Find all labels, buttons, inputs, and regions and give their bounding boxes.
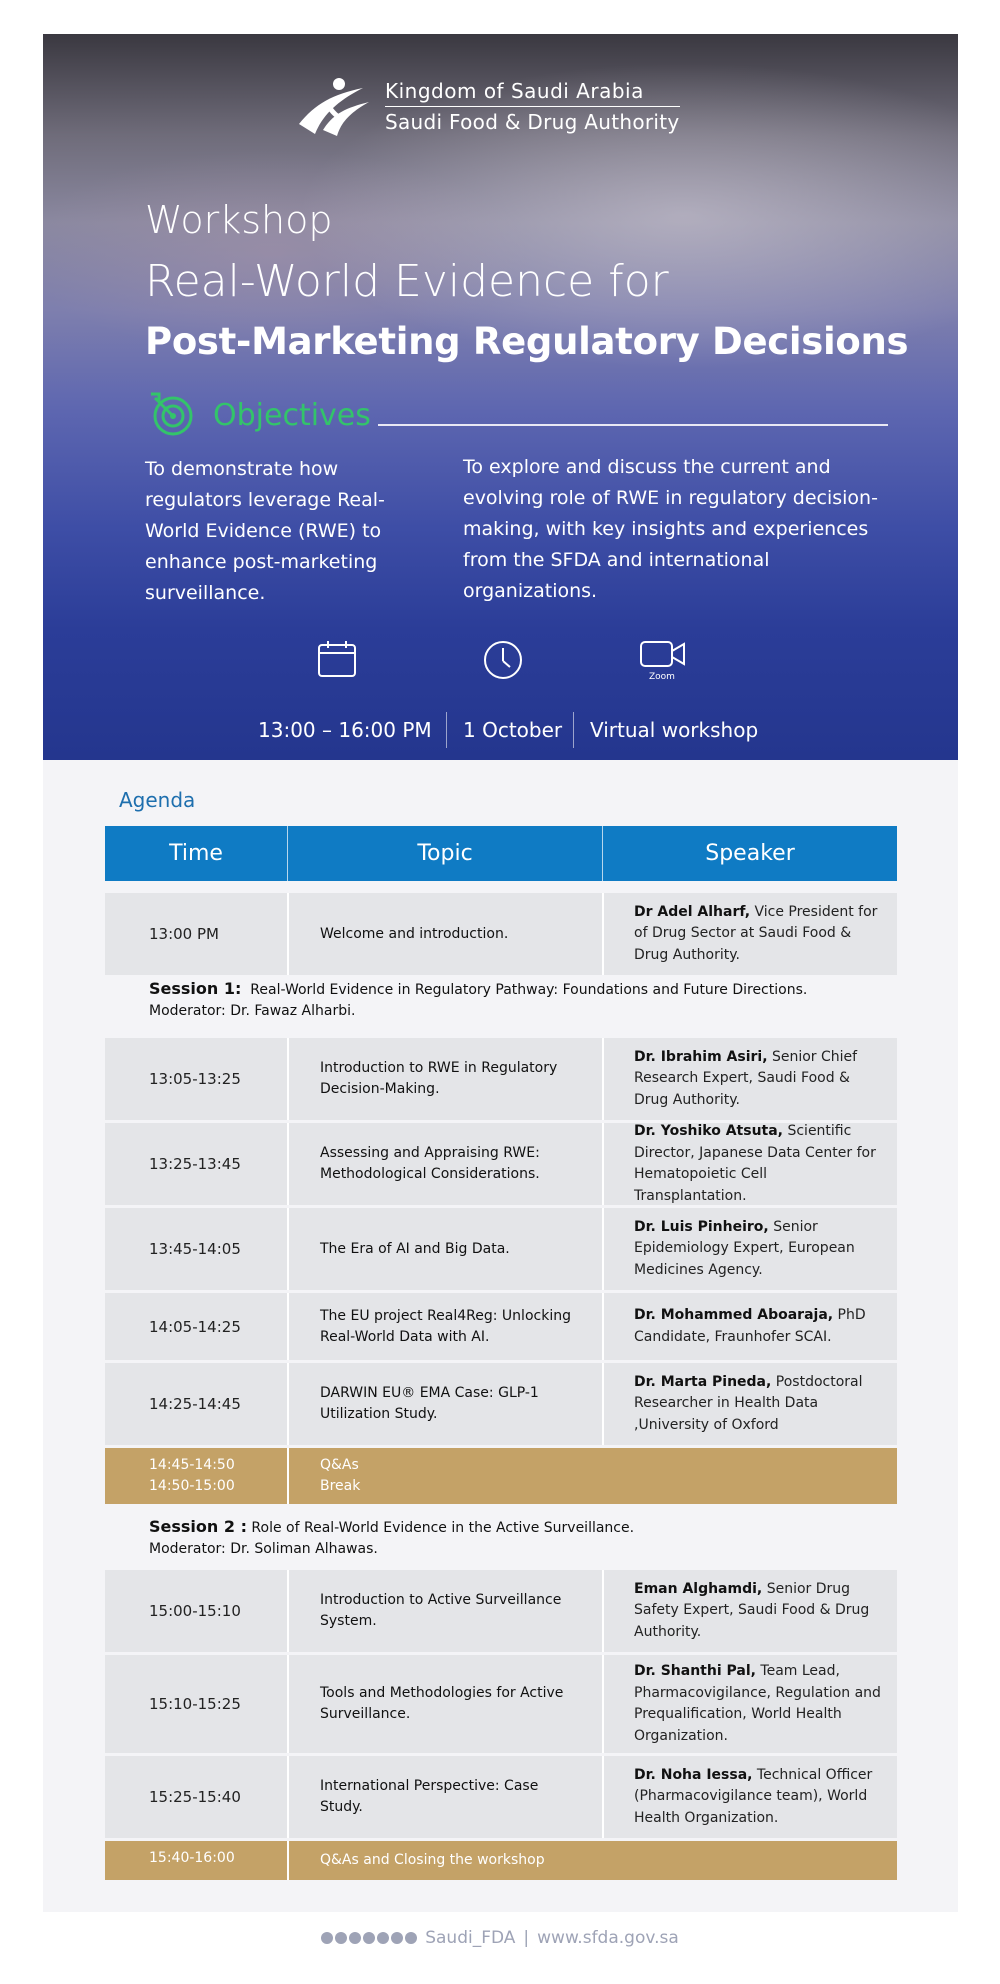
table-row: [105, 1756, 897, 1838]
calendar-icon: [317, 640, 357, 678]
event-info-row: [43, 718, 958, 758]
sfda-logo: [293, 74, 680, 138]
col-header-topic: Topic: [417, 841, 473, 866]
row-time: 14:05-14:25: [149, 1317, 241, 1336]
row-topic: The EU project Real4Reg: Unlocking Real-World Data with AI.: [320, 1307, 571, 1345]
table-row: [105, 1208, 897, 1290]
row-speaker: Dr. Mohammed Aboaraja, PhD Candidate, Fraunhofer SCAI.: [634, 1307, 866, 1345]
agenda-heading: Agenda: [119, 788, 196, 812]
break-item-break: Break: [320, 1478, 361, 1494]
row-topic: The Era of AI and Big Data.: [320, 1240, 510, 1257]
info-divider: [573, 712, 574, 748]
break-time-break: 14:50-15:00: [149, 1478, 235, 1494]
closing-row: [105, 1841, 897, 1880]
row-topic: International Perspective: Case Study.: [320, 1778, 539, 1815]
objectives-heading: Objectives: [213, 398, 371, 433]
break-item-qa: Q&As: [320, 1457, 359, 1473]
objective-left: To demonstrate how regulators leverage Real-World Evidence (RWE) to enhance post-marketing surveillance.: [145, 458, 385, 604]
row-time: 14:25-14:45: [149, 1395, 241, 1413]
objective-right: To explore and discuss the current and evolving role of RWE in regulatory decision-making, with key insights and experiences from the SFDA and international organizations.: [463, 456, 878, 602]
tiktok-icon[interactable]: [405, 1932, 417, 1944]
row-time: 13:25-13:45: [149, 1155, 241, 1173]
row-speaker: Eman Alghamdi, Senior Drug Safety Expert, Saudi Food & Drug Authority.: [634, 1580, 870, 1640]
session-1-heading: Session 1: Real-World Evidence in Regulatory Pathway: Foundations and Future Directions. Moderator: Dr. Fawaz Alharbi.: [149, 978, 807, 1022]
agenda-table-header: [105, 826, 897, 881]
row-topic: Assessing and Appraising RWE: Methodological Considerations.: [320, 1145, 540, 1182]
row-speaker: Dr. Luis Pinheiro, Senior Epidemiology Expert, European Medicines Agency.: [634, 1218, 855, 1278]
row-topic: Introduction to RWE in Regulatory Decision-Making.: [320, 1060, 558, 1097]
table-row: [105, 1293, 897, 1360]
row-speaker: Dr Adel Alharf, Vice President for of Drug Sector at Saudi Food & Drug Authority.: [634, 903, 878, 963]
social-icons: [321, 1932, 417, 1944]
org-name-line1: Kingdom of Saudi Arabia: [385, 79, 680, 107]
row-time: 15:25-15:40: [149, 1788, 241, 1806]
col-header-time: Time: [169, 841, 223, 866]
session-2-heading: Session 2 : Role of Real-World Evidence in the Active Surveillance. Moderator: Dr. Soliman Alhawas.: [149, 1516, 634, 1560]
facebook-icon[interactable]: [377, 1932, 389, 1944]
clock-icon: [483, 640, 523, 680]
break-time-qa: 14:45-14:50: [149, 1457, 235, 1473]
hero-banner: [43, 34, 958, 760]
col-header-speaker: Speaker: [705, 841, 795, 866]
table-row: [105, 1655, 897, 1753]
video-camera-icon: [640, 640, 686, 670]
table-row: [105, 893, 897, 975]
objectives-divider: [378, 424, 888, 426]
table-row: [105, 1038, 897, 1120]
snapchat-icon[interactable]: [335, 1932, 347, 1944]
agenda-panel: [43, 760, 958, 1912]
table-row: [105, 1123, 897, 1205]
closing-item: Q&As and Closing the workshop: [320, 1852, 545, 1868]
row-topic: DARWIN EU® EMA Case: GLP-1 Utilization Study.: [320, 1385, 539, 1422]
title-line2: Post-Marketing Regulatory Decisions: [145, 320, 909, 363]
target-icon: [147, 386, 201, 440]
sfda-logo-icon: [293, 74, 373, 138]
social-handle: Saudi_FDA: [425, 1928, 516, 1948]
table-row: [105, 1570, 897, 1652]
event-date: 1 October: [463, 718, 563, 742]
footer-separator: |: [523, 1928, 530, 1948]
session-1-moderator: Moderator: Dr. Fawaz Alharbi.: [149, 1003, 356, 1019]
row-speaker: Dr. Shanthi Pal, Team Lead, Pharmacovigilance, Regulation and Prequalification, World Health Organization.: [634, 1663, 881, 1744]
row-time: 15:00-15:10: [149, 1602, 241, 1620]
row-speaker: Dr. Marta Pineda, Postdoctoral Researcher in Health Data ,University of Oxford: [634, 1373, 863, 1433]
row-time: 15:10-15:25: [149, 1695, 241, 1713]
org-name-line2: Saudi Food & Drug Authority: [385, 109, 680, 134]
row-speaker: Dr. Ibrahim Asiri, Senior Chief Research Expert, Saudi Food & Drug Authority.: [634, 1048, 858, 1108]
event-kicker: Workshop: [145, 198, 333, 242]
instagram-icon[interactable]: [349, 1932, 361, 1944]
closing-time: 15:40-16:00: [149, 1850, 235, 1866]
event-time: 13:00 – 16:00 PM: [258, 718, 432, 742]
event-format: Virtual workshop: [590, 718, 759, 742]
threads-icon[interactable]: [391, 1932, 403, 1944]
row-time: 13:45-14:05: [149, 1240, 241, 1258]
row-topic: Introduction to Active Surveillance System.: [320, 1592, 562, 1629]
row-time: 13:05-13:25: [149, 1070, 241, 1088]
x-icon[interactable]: [321, 1932, 333, 1944]
row-topic: Welcome and introduction.: [320, 925, 509, 942]
row-time: 13:00 PM: [149, 925, 219, 943]
footer: [0, 1928, 1000, 1948]
table-row: [105, 1363, 897, 1445]
break-row: [105, 1448, 897, 1504]
youtube-icon[interactable]: [363, 1932, 375, 1944]
info-divider: [446, 712, 447, 748]
website-link[interactable]: www.sfda.gov.sa: [537, 1928, 679, 1948]
session-2-moderator: Moderator: Dr. Soliman Alhawas.: [149, 1541, 378, 1557]
row-topic: Tools and Methodologies for Active Surveillance.: [320, 1685, 564, 1722]
title-line1: Real-World Evidence for: [145, 256, 669, 307]
zoom-caption: Zoom: [649, 672, 675, 682]
row-speaker: Dr. Yoshiko Atsuta, Scientific Director, Japanese Data Center for Hematopoietic Cell Transplantation.: [634, 1123, 876, 1204]
row-speaker: Dr. Noha Iessa, Technical Officer (Pharmacovigilance team), World Health Organization.: [634, 1766, 873, 1826]
